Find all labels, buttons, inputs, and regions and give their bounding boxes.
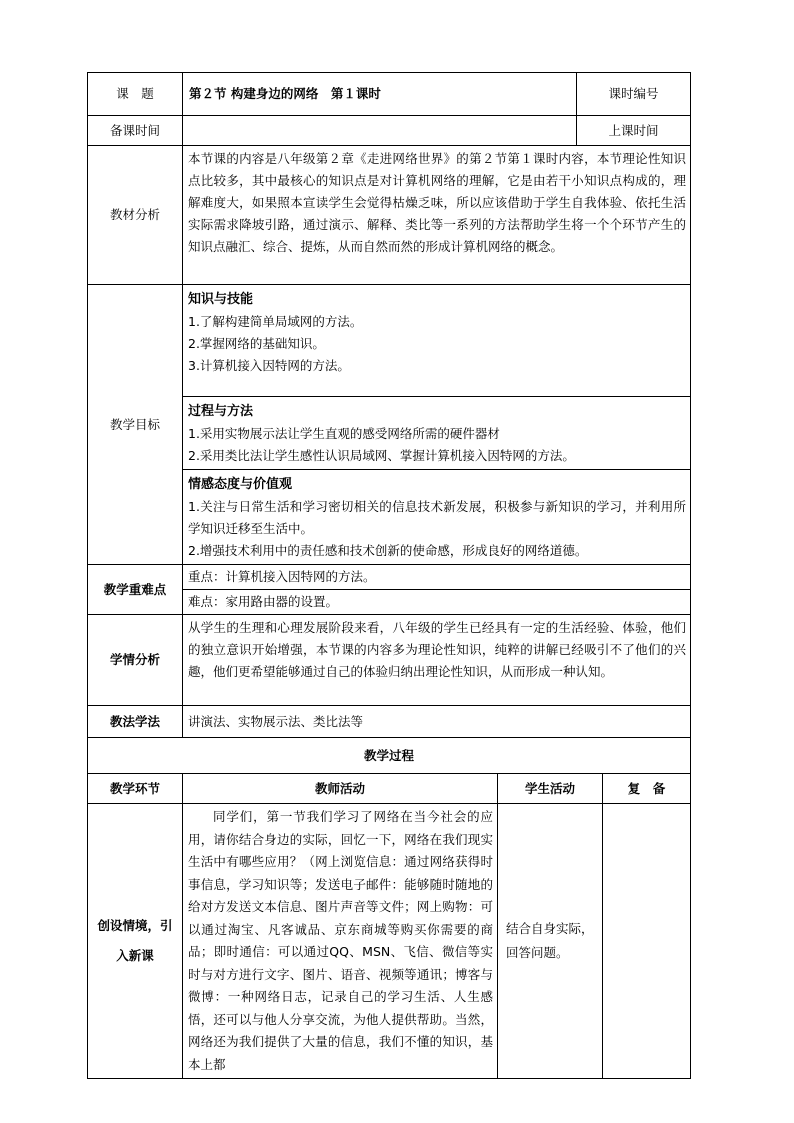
student-analysis-text: 从学生的生理和心理发展阶段来看，八年级的学生已经具有一定的生活经验、体验，他们的独立意识开始增强，本节课的内容多为理论性知识，纯粹的讲解已经吸引不了他们的兴趣，他们更希望能够通过自己的体验归纳出理论性知识，从而形成一种认知。 bbox=[183, 615, 691, 706]
lesson-plan-table bbox=[87, 72, 691, 1079]
methods-label: 教法学法 bbox=[88, 706, 183, 738]
col-review-header: 复 备 bbox=[603, 774, 691, 804]
student-activity-cell bbox=[498, 804, 603, 1079]
review-cell bbox=[603, 804, 691, 1079]
key-point-row bbox=[88, 565, 691, 590]
process-cell bbox=[183, 397, 691, 470]
knowledge-item: 3.计算机接入因特网的方法。 bbox=[188, 358, 350, 373]
key-point-text: 重点：计算机接入因特网的方法。 bbox=[183, 565, 691, 590]
emotion-cell bbox=[183, 470, 691, 565]
material-label: 教材分析 bbox=[88, 146, 183, 285]
process-item: 2.采用类比法让学生感性认识局域网、掌握计算机接入因特网的方法。 bbox=[188, 448, 575, 463]
material-row bbox=[88, 146, 691, 285]
topic-label: 课 题 bbox=[88, 73, 183, 116]
prep-time-label: 备课时间 bbox=[88, 116, 183, 146]
col-step-header: 教学环节 bbox=[88, 774, 183, 804]
topic-row bbox=[88, 73, 691, 116]
knowledge-cell bbox=[183, 285, 691, 397]
emotion-title: 情感态度与价值观 bbox=[188, 477, 293, 492]
teacher-activity-cell: 同学们，第一节我们学习了网络在当今社会的应用，请你结合身边的实际，回忆一下，网络在我们现实生活中有哪些应用？（网上浏览信息：通过网络获得时事信息，学习知识等；发送电子邮件：能够随时随地的给对方发送文本信息、图片声音等文件；网上购物：可以通过淘宝、凡客诚品、京东商城等购买你需要的商品；即时通信：可以通过QQ、MSN、飞信、微信等实时与对方进行文字、图片、语音、视频等通讯；博客与微博：一种网络日志，记录自己的学习生活、人生感悟，还可以与他人分享交流，为他人提供帮助。当然，网络还为我们提供了大量的信息，我们不懂的知识，基本上都 bbox=[183, 804, 498, 1079]
col-student-header: 学生活动 bbox=[498, 774, 603, 804]
step-cell bbox=[88, 804, 183, 1079]
material-text: 本节课的内容是八年级第２章《走进网络世界》的第２节第１课时内容，本节理论性知识点比较多，其中最核心的知识点是对计算机网络的理解，它是由若干小知识点构成的，理解难度大，如果照本宣读学生会觉得枯燥乏味，所以应该借助于学生自我体验、依托生活实际需求降坡引路，通过演示、解释、类比等一系列的方法帮助学生将一个个环节产生的知识点融汇、综合、提炼，从而自然而然的形成计算机网络的概念。 bbox=[183, 146, 691, 285]
process-title: 过程与方法 bbox=[188, 404, 254, 419]
student-analysis-label: 学情分析 bbox=[88, 615, 183, 706]
class-time-label bbox=[577, 116, 691, 146]
knowledge-item: 1.了解构建简单局域网的方法。 bbox=[188, 314, 363, 329]
process-section-title: 教学过程 bbox=[88, 738, 691, 774]
emotion-item: 2.增强技术利用中的责任感和技术创新的使命感，形成良好的网络道德。 bbox=[188, 543, 588, 558]
process-header-row bbox=[88, 774, 691, 804]
objectives-knowledge-row bbox=[88, 285, 691, 397]
topic-value: 第２节 构建身边的网络 第１课时 bbox=[183, 73, 577, 116]
emotion-item: 1.关注与日常生活和学习密切相关的信息技术新发展，积极参与新知识的学习，并利用所学知识迁移至生活中。 bbox=[188, 499, 687, 536]
process-title-row bbox=[88, 738, 691, 774]
objectives-label: 教学目标 bbox=[88, 285, 183, 565]
student-activity-text: 结合自身实际，回答问题。 bbox=[506, 921, 594, 960]
knowledge-title: 知识与技能 bbox=[188, 292, 254, 307]
difficult-point-text: 难点：家用路由器的设置。 bbox=[183, 590, 691, 615]
key-points-label: 教学重难点 bbox=[88, 565, 183, 615]
methods-row bbox=[88, 706, 691, 738]
student-analysis-row bbox=[88, 615, 691, 706]
class-time-label-text: 上课时间 bbox=[608, 122, 659, 138]
process-row bbox=[88, 804, 691, 1079]
time-row bbox=[88, 116, 691, 146]
process-item: 1.采用实物展示法让学生直观的感受网络所需的硬件器材 bbox=[188, 426, 500, 441]
lesson-no-label-text: 课时编号 bbox=[608, 86, 659, 101]
methods-text: 讲演法、实物展示法、类比法等 bbox=[183, 706, 691, 738]
lesson-no-label bbox=[577, 73, 691, 116]
knowledge-item: 2.掌握网络的基础知识。 bbox=[188, 336, 325, 351]
prep-time-value bbox=[183, 116, 577, 146]
col-teacher-header: 教师活动 bbox=[183, 774, 498, 804]
step-text: 创设情境，引入新课 bbox=[97, 918, 173, 963]
